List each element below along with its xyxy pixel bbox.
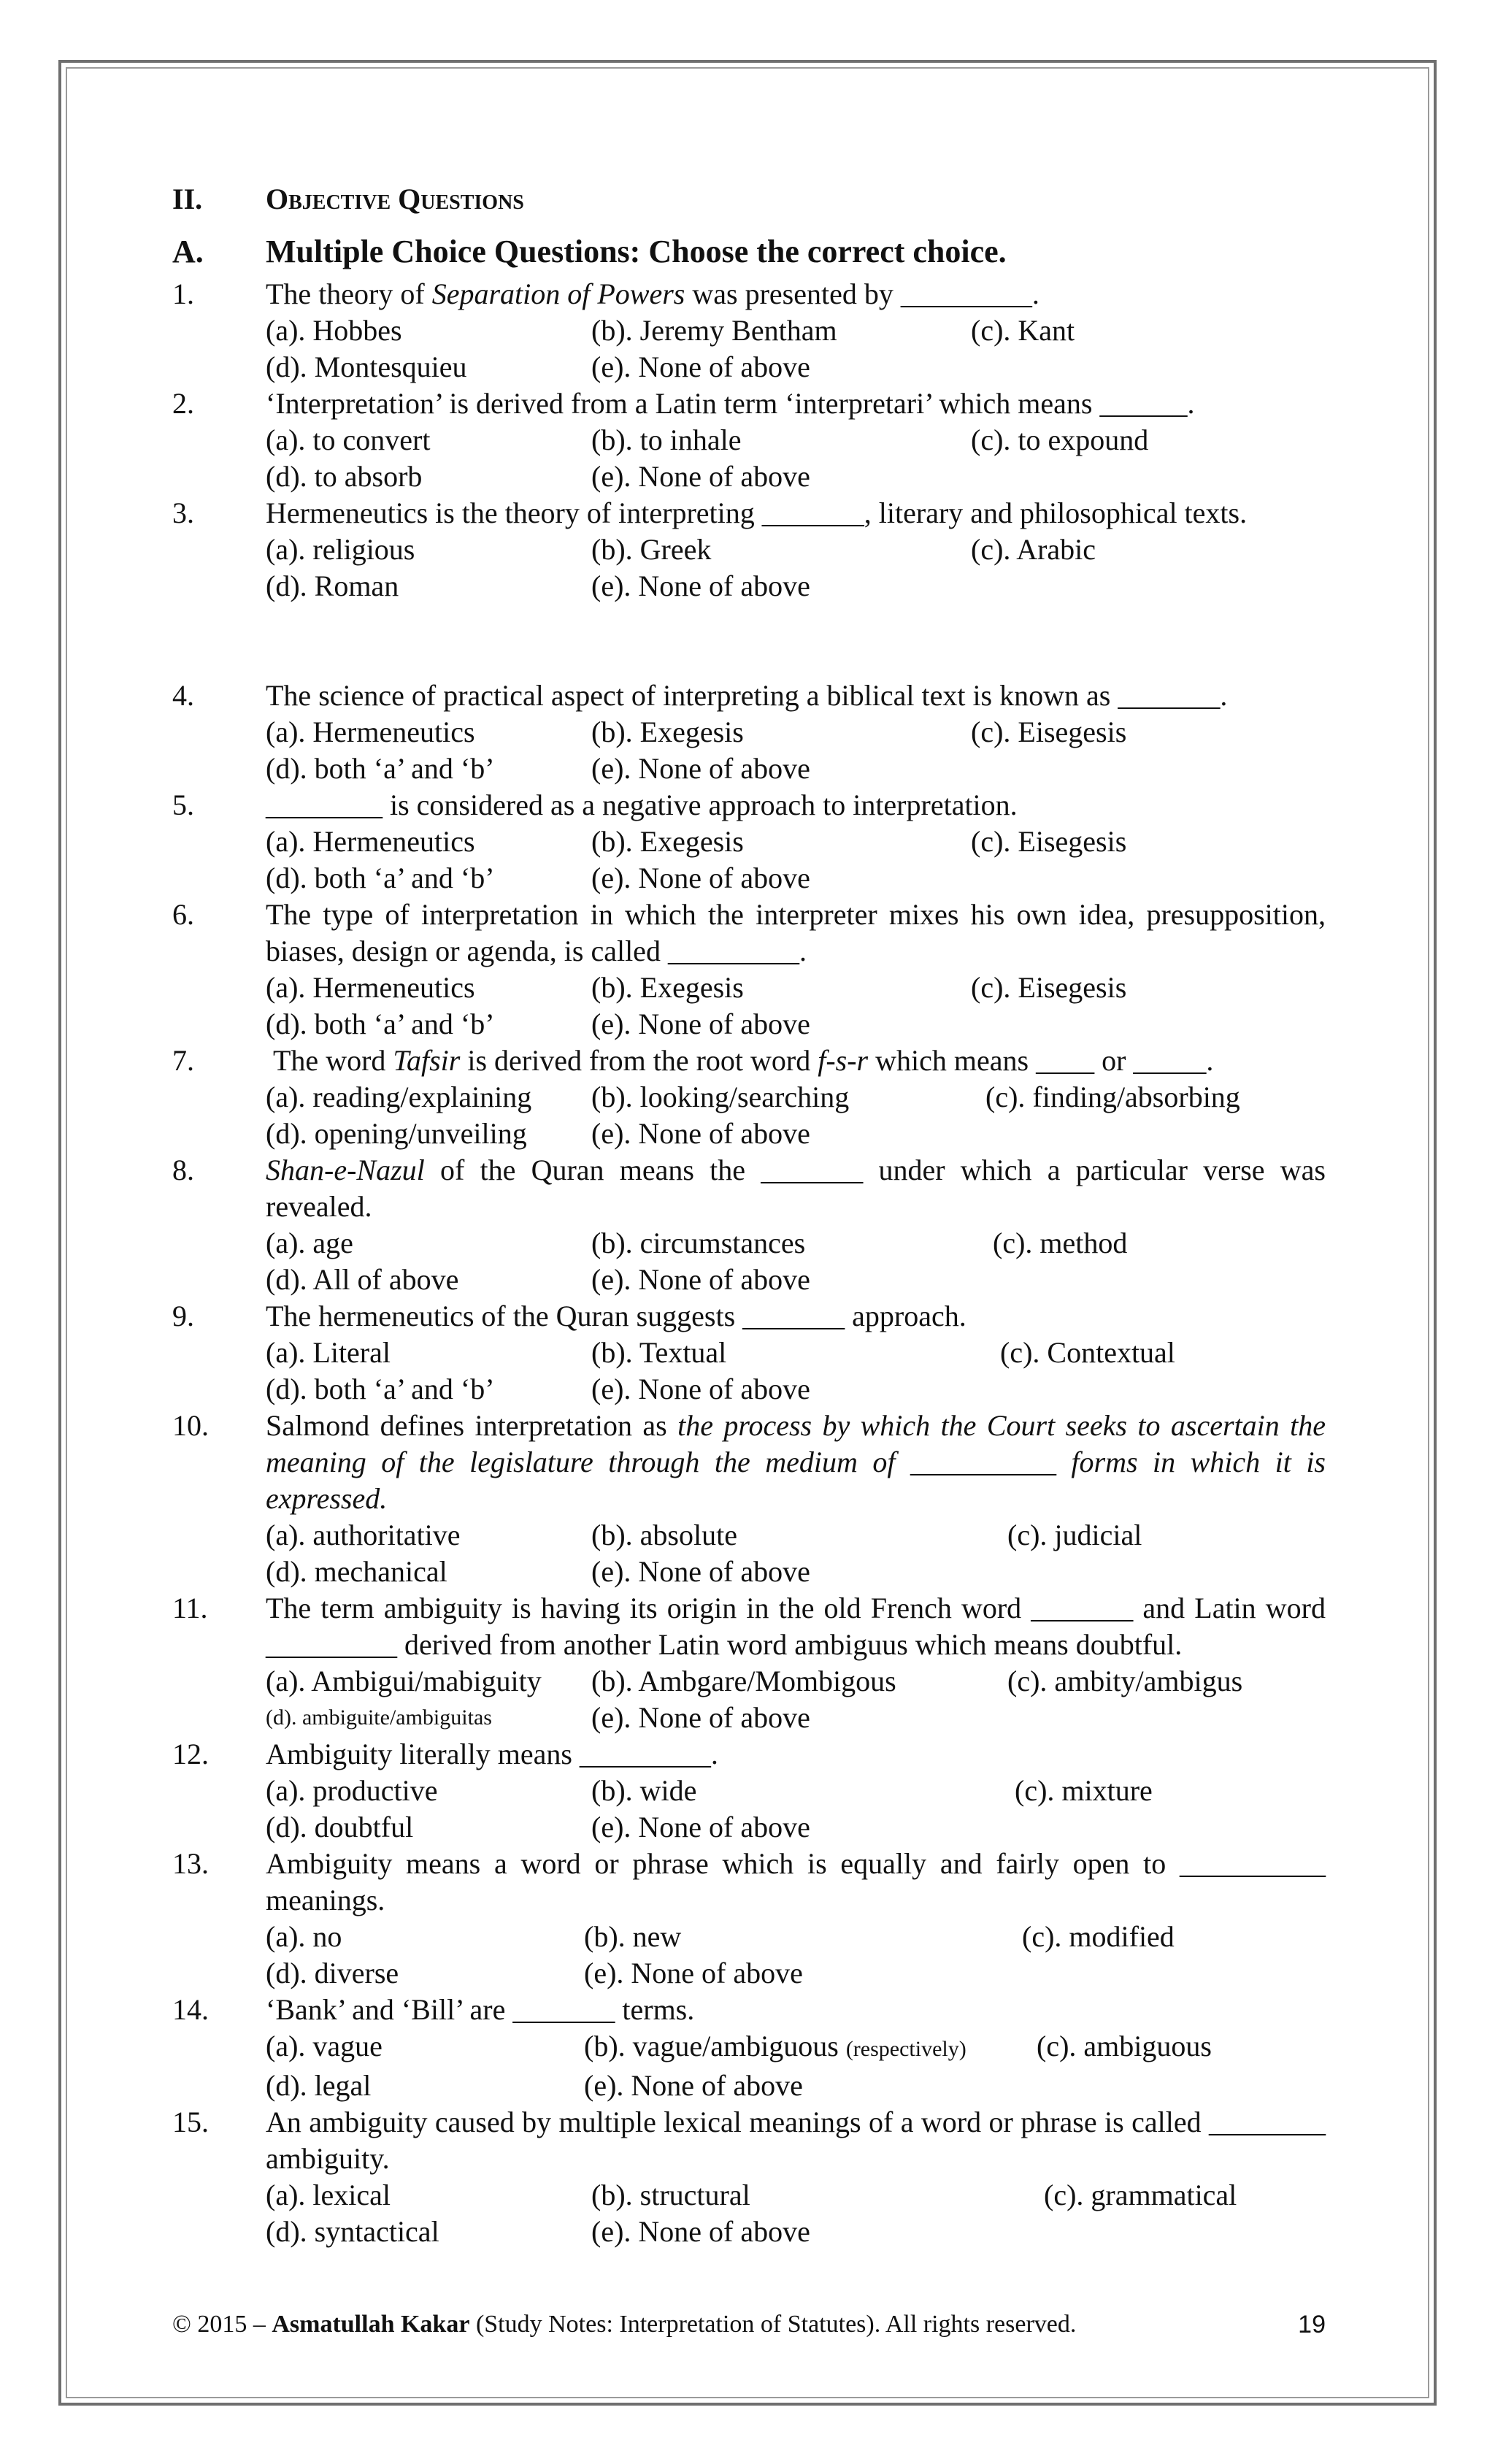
option-d: (d). diverse xyxy=(266,1957,399,1989)
option-e: (e). None of above xyxy=(591,1701,810,1734)
options-row xyxy=(266,2214,1326,2250)
option-c: (c). Eisegesis xyxy=(971,825,1127,858)
question-number: 10. xyxy=(172,1409,209,1442)
options-row xyxy=(266,2028,1326,2068)
option-a: (a). Hermeneutics xyxy=(266,715,475,748)
options-row xyxy=(266,422,1326,458)
question-item xyxy=(172,1408,1326,1590)
options-row xyxy=(266,568,1326,605)
option-d: (d). Montesquieu xyxy=(266,350,467,383)
option-d: (d). mechanical xyxy=(266,1555,447,1588)
option-d: (d). both ‘a’ and ‘b’ xyxy=(266,752,495,785)
option-a: (a). productive xyxy=(266,1774,438,1807)
option-d: (d). both ‘a’ and ‘b’ xyxy=(266,1008,495,1040)
question-number: 11. xyxy=(172,1592,208,1624)
option-c: (c). modified xyxy=(1022,1920,1175,1953)
question-number: 5. xyxy=(172,788,194,821)
option-c: (c). grammatical xyxy=(1044,2179,1237,2211)
option-b: (b). structural xyxy=(591,2179,750,2211)
option-c: (c). Kant xyxy=(971,314,1075,347)
section-number: II. xyxy=(172,183,203,215)
option-b: (b). absolute xyxy=(591,1519,737,1551)
option-e: (e). None of above xyxy=(591,1008,810,1040)
option-a: (a). no xyxy=(266,1920,342,1953)
option-d: (d). doubtful xyxy=(266,1811,414,1843)
question-text: The type of interpretation in which the interpreter mixes his own idea, presupposition, biases, design or agenda, is called _________. xyxy=(266,898,1326,967)
question-item xyxy=(172,787,1326,897)
options-row xyxy=(266,1773,1326,1809)
question-item xyxy=(172,1298,1326,1408)
question-text: ‘Bank’ and ‘Bill’ are _______ terms. xyxy=(266,1993,695,2026)
options-row xyxy=(266,349,1326,385)
options-row xyxy=(266,1335,1326,1371)
question-item xyxy=(172,2104,1326,2250)
option-c: (c). method xyxy=(993,1227,1128,1259)
question-text: Ambiguity literally means _________. xyxy=(266,1738,718,1770)
question-text: An ambiguity caused by multiple lexical meanings of a word or phrase is called ________ ambiguity. xyxy=(266,2106,1326,2175)
copyright-notice: © 2015 – Asmatullah Kakar (Study Notes: Interpretation of Statutes). All rights reserved. xyxy=(172,2311,1077,2338)
option-e: (e). None of above xyxy=(591,861,810,894)
option-b: (b). looking/searching xyxy=(591,1081,850,1113)
options-row xyxy=(266,312,1326,349)
options-row xyxy=(266,1079,1326,1116)
option-a: (a). Hermeneutics xyxy=(266,825,475,858)
question-item xyxy=(172,1992,1326,2104)
option-d: (d). to absorb xyxy=(266,460,423,493)
option-c: (c). ambity/ambigus xyxy=(1007,1665,1243,1697)
question-number: 3. xyxy=(172,496,194,529)
options-row xyxy=(266,1700,1326,1736)
option-b: (b). Exegesis xyxy=(591,971,744,1004)
question-item xyxy=(172,1590,1326,1736)
question-text: The term ambiguity is having its origin in the old French word _______ and Latin word _________ derived from another Latin word ambiguus which means doubtful. xyxy=(266,1592,1326,1661)
option-e: (e). None of above xyxy=(591,569,810,602)
question-number: 6. xyxy=(172,898,194,931)
option-c: (c). Eisegesis xyxy=(971,715,1127,748)
options-row xyxy=(266,2177,1326,2214)
option-a: (a). lexical xyxy=(266,2179,391,2211)
question-number: 13. xyxy=(172,1847,209,1880)
option-e: (e). None of above xyxy=(591,1263,810,1296)
question-number: 9. xyxy=(172,1300,194,1332)
question-number: 12. xyxy=(172,1738,209,1770)
options-row xyxy=(266,1919,1326,1955)
question-text: The science of practical aspect of interpreting a biblical text is known as _______. xyxy=(266,679,1228,712)
option-e: (e). None of above xyxy=(584,2069,803,2102)
option-c: (c). ambiguous xyxy=(1037,2030,1212,2062)
question-number: 1. xyxy=(172,277,194,310)
page-number: 19 xyxy=(1298,2311,1326,2338)
options-row xyxy=(266,2068,1326,2104)
document-content xyxy=(172,162,1326,2250)
options-row xyxy=(266,1955,1326,1992)
question-text: ‘Interpretation’ is derived from a Latin term ‘interpretari’ which means ______. xyxy=(266,387,1195,420)
options-row xyxy=(266,1225,1326,1262)
options-row xyxy=(266,458,1326,495)
option-a: (a). Ambigui/mabiguity xyxy=(266,1665,542,1697)
option-a: (a). age xyxy=(266,1227,353,1259)
option-c: (c). to expound xyxy=(971,423,1149,456)
option-d: (d). Roman xyxy=(266,569,399,602)
option-a: (a). authoritative xyxy=(266,1519,461,1551)
question-item xyxy=(172,495,1326,605)
question-text: Ambiguity means a word or phrase which is equally and fairly open to __________ meanings. xyxy=(266,1847,1326,1916)
question-number: 7. xyxy=(172,1044,194,1077)
option-d: (d). syntactical xyxy=(266,2215,439,2248)
option-d: (d). legal xyxy=(266,2069,372,2102)
question-item xyxy=(172,1043,1326,1152)
subsection-heading xyxy=(172,234,1326,270)
option-a: (a). to convert xyxy=(266,423,431,456)
question-text: The word Tafsir is derived from the root word f-s-r which means ____ or _____. xyxy=(266,1044,1214,1077)
options-row xyxy=(266,1554,1326,1590)
question-item xyxy=(172,678,1326,787)
options-row xyxy=(266,860,1326,897)
section-heading xyxy=(172,181,1326,218)
page-footer xyxy=(172,2311,1326,2339)
subsection-title: Multiple Choice Questions: Choose the correct choice. xyxy=(266,234,1007,269)
option-e: (e). None of above xyxy=(591,1117,810,1150)
options-row xyxy=(266,1006,1326,1043)
option-e: (e). None of above xyxy=(591,1373,810,1405)
option-c: (c). judicial xyxy=(1007,1519,1142,1551)
question-number: 15. xyxy=(172,2106,209,2138)
question-number: 8. xyxy=(172,1154,194,1186)
option-a: (a). reading/explaining xyxy=(266,1081,532,1113)
question-item xyxy=(172,385,1326,495)
option-c: (c). Eisegesis xyxy=(971,971,1127,1004)
option-b: (b). Exegesis xyxy=(591,715,744,748)
option-b: (b). Greek xyxy=(591,533,712,566)
subsection-number: A. xyxy=(172,234,204,269)
question-item xyxy=(172,1152,1326,1298)
section-title: Objective Questions xyxy=(266,183,524,215)
question-number: 4. xyxy=(172,679,194,712)
option-b: (b). circumstances xyxy=(591,1227,806,1259)
option-b-note: (respectively) xyxy=(845,2037,966,2061)
option-c: (c). finding/absorbing xyxy=(985,1081,1240,1113)
options-row xyxy=(266,1517,1326,1554)
option-c: (c). Arabic xyxy=(971,533,1096,566)
option-c: (c). mixture xyxy=(1015,1774,1153,1807)
author-name: Asmatullah Kakar xyxy=(272,2311,470,2338)
option-a: (a). religious xyxy=(266,533,415,566)
spacer xyxy=(172,605,1326,678)
option-e: (e). None of above xyxy=(591,350,810,383)
option-b: (b). Jeremy Bentham xyxy=(591,314,837,347)
option-e: (e). None of above xyxy=(591,1555,810,1588)
option-b: (b). Exegesis xyxy=(591,825,744,858)
question-text: Salmond defines interpretation as the process by which the Court seeks to ascertain the meaning of the legislature through the medium of __________ forms in which it is expressed. xyxy=(266,1409,1326,1515)
option-d: (d). both ‘a’ and ‘b’ xyxy=(266,861,495,894)
option-e: (e). None of above xyxy=(591,2215,810,2248)
option-b: (b). Ambgare/Mombigous xyxy=(591,1665,896,1697)
options-row xyxy=(266,824,1326,860)
question-number: 14. xyxy=(172,1993,209,2026)
question-item xyxy=(172,897,1326,1043)
option-a: (a). Hermeneutics xyxy=(266,971,475,1004)
question-text: Hermeneutics is the theory of interpreting _______, literary and philosophical texts. xyxy=(266,496,1248,529)
option-e: (e). None of above xyxy=(591,1811,810,1843)
option-e: (e). None of above xyxy=(591,460,810,493)
options-row xyxy=(266,970,1326,1006)
options-row xyxy=(266,751,1326,787)
question-item xyxy=(172,1846,1326,1992)
options-row xyxy=(266,1663,1326,1700)
option-b: (b). Textual xyxy=(591,1336,727,1369)
option-b: (b). vague/ambiguous (respectively) xyxy=(584,2030,966,2062)
option-a: (a). Hobbes xyxy=(266,314,402,347)
options-row xyxy=(266,714,1326,751)
option-e: (e). None of above xyxy=(584,1957,803,1989)
option-d: (d). ambiguite/ambiguitas xyxy=(266,1705,492,1730)
question-number: 2. xyxy=(172,387,194,420)
question-item xyxy=(172,276,1326,385)
options-row xyxy=(266,1116,1326,1152)
option-d: (d). All of above xyxy=(266,1263,459,1296)
question-text: ________ is considered as a negative approach to interpretation. xyxy=(266,788,1018,821)
question-text: The hermeneutics of the Quran suggests _______ approach. xyxy=(266,1300,966,1332)
options-row xyxy=(266,1809,1326,1846)
question-text: Shan-e-Nazul of the Quran means the _______ under which a particular verse was revealed. xyxy=(266,1154,1326,1223)
option-e: (e). None of above xyxy=(591,752,810,785)
option-b: (b). new xyxy=(584,1920,682,1953)
option-d: (d). both ‘a’ and ‘b’ xyxy=(266,1373,495,1405)
option-b: (b). wide xyxy=(591,1774,697,1807)
option-c: (c). Contextual xyxy=(1000,1336,1175,1369)
options-row xyxy=(266,1371,1326,1408)
question-item xyxy=(172,1736,1326,1846)
question-text: The theory of Separation of Powers was presented by _________. xyxy=(266,277,1039,310)
option-a: (a). Literal xyxy=(266,1336,391,1369)
option-a: (a). vague xyxy=(266,2030,383,2062)
options-row xyxy=(266,1262,1326,1298)
option-b: (b). to inhale xyxy=(591,423,742,456)
options-row xyxy=(266,531,1326,568)
option-d: (d). opening/unveiling xyxy=(266,1117,527,1150)
